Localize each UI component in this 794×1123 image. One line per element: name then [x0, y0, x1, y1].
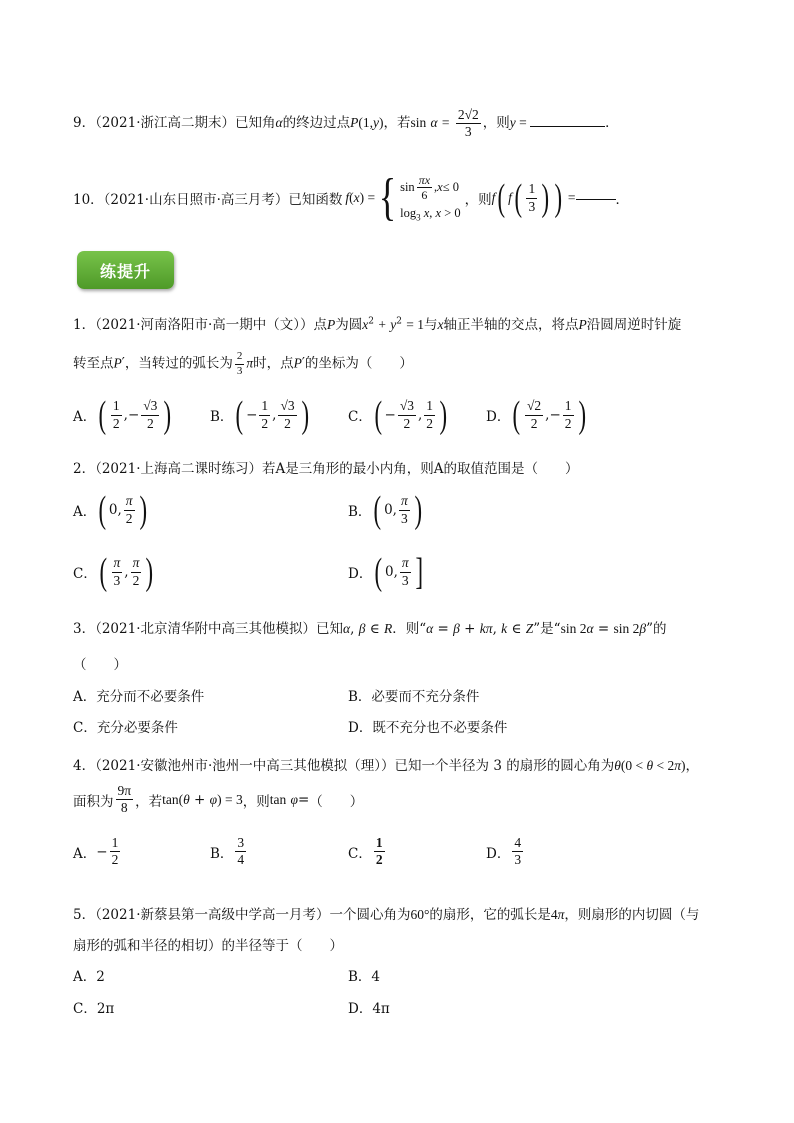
problem-4-option-b[interactable]: B． $\frac{3}{4}$	[210, 835, 245, 868]
problem-4-line-1: 4．（2021·安徽池州市·池州一中高三其他模拟（理））已知一个半径为 3 的扇形的圆心角为θ(0 < θ < 2π)，	[73, 758, 699, 774]
problem-3-option-c[interactable]: C．充分必要条件	[73, 720, 178, 736]
problem-4-option-c[interactable]: C． $\frac{1}{2}$	[348, 835, 383, 868]
problem-3-option-d[interactable]: D．既不充分也不必要条件	[348, 720, 508, 736]
problem-5-option-a[interactable]: A．2	[73, 969, 105, 985]
problem-5-option-c[interactable]: C．2π	[73, 1001, 115, 1017]
section-label-button[interactable]: 练提升	[77, 251, 174, 289]
problem-3-option-a[interactable]: A．充分而不必要条件	[73, 689, 205, 705]
fraction: $\frac{2√2}{3}$	[457, 107, 479, 140]
question-10: 10．（2021·山东日照市·高三月考）已知函数 f ( x ) = { sin $\frac{\pi x}{6}$ , x ≤ 0 $\log_3 x$, x > 0 ，则 f ( f ( $\frac{1}{3}$ ) ) = ．	[73, 169, 630, 226]
problem-2-option-c[interactable]: C． ( $\frac{\pi}{3}$ , $\frac{\pi}{2}$ )	[73, 551, 154, 593]
problem-1-option-b[interactable]: B． ( − $\frac{1}{2}$ , $\frac{√3}{2}$ )	[210, 394, 309, 436]
problem-1-line-2: 转至点P′，当转过的弧长为 $\frac{2}{3}$ π时，点P′的坐标为（ ）	[73, 350, 413, 377]
problem-3-stem: 3．（2021·北京清华附中高三其他模拟）已知α, β ∈ R．则“α = β + kπ, k ∈ Z”是“sin 2α = sin 2β”的	[73, 621, 667, 637]
problem-2-stem: 2．（2021·上海高二课时练习）若A是三角形的最小内角，则A的取值范围是（ ）	[73, 461, 579, 477]
problem-1-line-1: 1．（2021·河南洛阳市·高一期中（文））点P为圆$x^2 + y^2 = 1$与x轴正半轴的交点，将点P沿圆周逆时针旋	[73, 316, 682, 333]
piecewise-brace: {	[378, 169, 397, 226]
answer-blank[interactable]	[530, 124, 605, 127]
problem-4-line-2: 面积为 $\frac{9\pi}{8}$ ，若 tan( θ + φ ) = 3 ，则 tan φ = （ ）	[73, 783, 364, 816]
problem-4-option-a[interactable]: A． − $\frac{1}{2}$	[73, 835, 119, 868]
problem-5-option-d[interactable]: D．4π	[348, 1001, 390, 1017]
problem-1-option-a[interactable]: A． ( $\frac{1}{2}$ ,− $\frac{√3}{2}$ )	[73, 394, 172, 436]
problem-4-option-d[interactable]: D． $\frac{4}{3}$	[486, 835, 522, 868]
problem-2-option-d[interactable]: D． ( 0, $\frac{\pi}{3}$ ]	[348, 551, 423, 593]
problem-3-paren: （ ）	[73, 657, 127, 673]
question-9: 9．（2021·浙江高二期末）已知角α的终边过点P(1,y)，若sin α = $\frac{2√2}{3}$ ，则y = ．	[73, 107, 619, 140]
problem-5-line-2: 扇形的弧和半径的相切）的半径等于（ ）	[73, 938, 343, 954]
problem-3-option-b[interactable]: B．必要而不充分条件	[348, 689, 480, 705]
problem-5-line-1: 5．（2021·新蔡县第一高级中学高一月考）一个圆心角为60°的扇形，它的弧长是4π，则扇形的内切圆（与	[73, 907, 700, 923]
problem-1-option-c[interactable]: C． ( − $\frac{√3}{2}$ , $\frac{1}{2}$ )	[348, 394, 448, 436]
problem-2-option-a[interactable]: A． ( 0, $\frac{\pi}{2}$ )	[73, 489, 147, 531]
answer-blank[interactable]	[576, 197, 616, 200]
problem-5-option-b[interactable]: B．4	[348, 969, 381, 985]
problem-1-option-d[interactable]: D． ( $\frac{√2}{2}$ ,− $\frac{1}{2}$ )	[486, 394, 586, 436]
problem-2-option-b[interactable]: B． ( 0, $\frac{\pi}{3}$ )	[348, 489, 422, 531]
